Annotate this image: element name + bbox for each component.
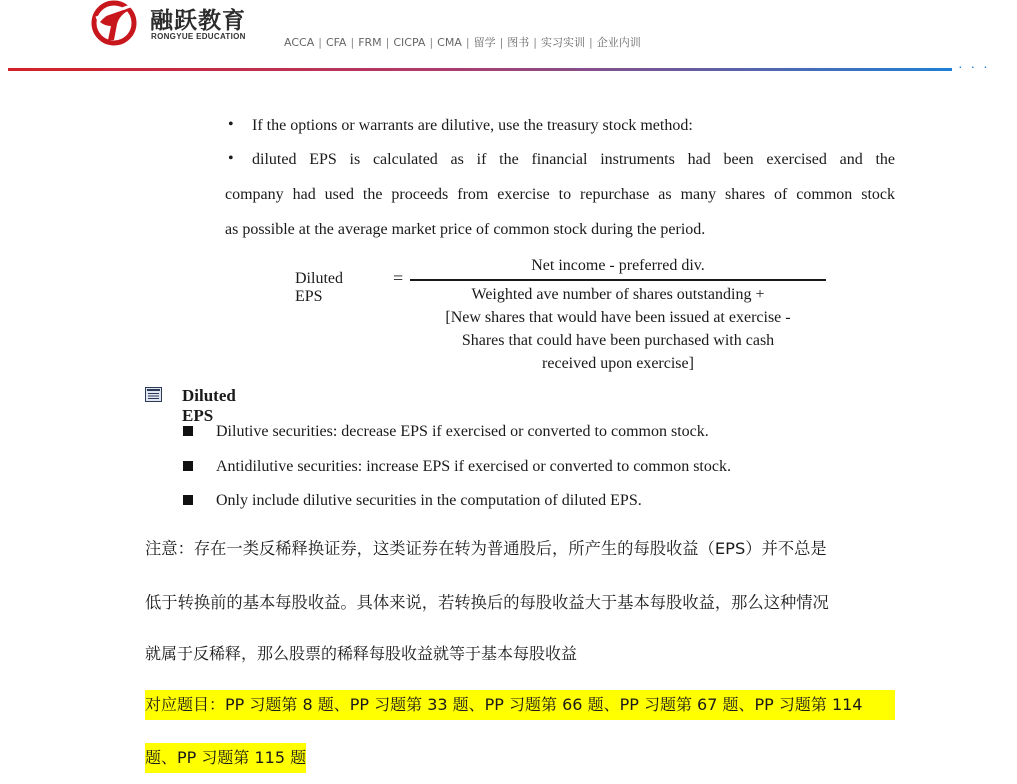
fraction-bar (410, 279, 826, 281)
formula-denominator-line: received upon exercise] (542, 354, 694, 372)
formula-numerator: Net income - preferred div. (531, 257, 705, 274)
nav-item-cicpa[interactable]: CICPA (393, 36, 426, 49)
nav-item-cma[interactable]: CMA (437, 36, 462, 49)
bullet-treasury-method: If the options or warrants are dilutive, use the treasury stock method: (252, 117, 693, 134)
page-header (0, 0, 1017, 80)
nav-item-study-abroad[interactable]: 留学 (473, 36, 496, 49)
bullet-diluted-eps-line2: company had used the proceeds from exercise to repurchase as many shares of common stock (225, 186, 895, 203)
brand-name-en: RONGYUE EDUCATION (151, 32, 246, 41)
related-questions-highlight: 对应题目：PP 习题第 8 题、PP 习题第 33 题、PP 习题第 66 题、PP 习题第 67 题、PP 习题第 114 (145, 690, 895, 720)
formula-label: Diluted EPS (295, 270, 343, 305)
rongyue-logo-icon (90, 0, 140, 46)
list-item-dilutive: Dilutive securities: decrease EPS if exercised or converted to common stock. (216, 423, 709, 440)
note-line: 就属于反稀释，那么股票的稀释每股收益就等于基本每股收益 (145, 644, 578, 663)
bullet-marker: • (228, 150, 234, 167)
top-nav: ACCA | CFA | FRM | CICPA | CMA | 留学 | 图书 | 实习实训 | 企业内训 (284, 36, 641, 49)
brand-name-cn: 融跃教育 (150, 8, 246, 34)
list-item-antidilutive: Antidilutive securities: increase EPS if exercised or converted to common stock. (216, 458, 731, 475)
section-title: Diluted EPS (182, 386, 236, 425)
formula-denominator-line: [New shares that would have been issued at exercise - (445, 308, 791, 326)
formula-denominator-line: Weighted ave number of shares outstanding + (471, 285, 765, 303)
bullet-diluted-eps-line1: diluted EPS is calculated as if the financial instruments had been exercised and the (252, 151, 895, 168)
nav-item-cfa[interactable]: CFA (325, 36, 347, 49)
formula-denominator-line: Shares that could have been purchased with cash (461, 331, 775, 349)
nav-item-books[interactable]: 图书 (507, 36, 530, 49)
note-line: 注意：存在一类反稀释换证券，这类证券在转为普通股后，所产生的每股收益（EPS）并不总是 (145, 539, 827, 558)
formula-fraction (410, 254, 826, 375)
square-bullet-icon (183, 495, 193, 505)
header-divider (8, 68, 952, 71)
nav-item-frm[interactable]: FRM (358, 36, 382, 49)
nav-item-corporate-training[interactable]: 企业内训 (596, 36, 641, 49)
more-dots: · · · (958, 58, 990, 74)
list-item-only-dilutive: Only include dilutive securities in the computation of diluted EPS. (216, 492, 642, 509)
bullet-marker: • (228, 116, 234, 133)
note-line: 低于转换前的基本每股收益。具体来说，若转换后的每股收益大于基本每股收益，那么这种情况 (145, 593, 829, 612)
square-bullet-icon (183, 461, 193, 471)
nav-item-internship[interactable]: 实习实训 (541, 36, 586, 49)
document-icon (145, 387, 162, 402)
formula-equals: = (393, 268, 404, 288)
bullet-diluted-eps-line3: as possible at the average market price of common stock during the period. (225, 221, 706, 238)
nav-item-acca[interactable]: ACCA (284, 36, 315, 49)
square-bullet-icon (183, 426, 193, 436)
related-questions-highlight: 题、PP 习题第 115 题 (145, 743, 306, 773)
